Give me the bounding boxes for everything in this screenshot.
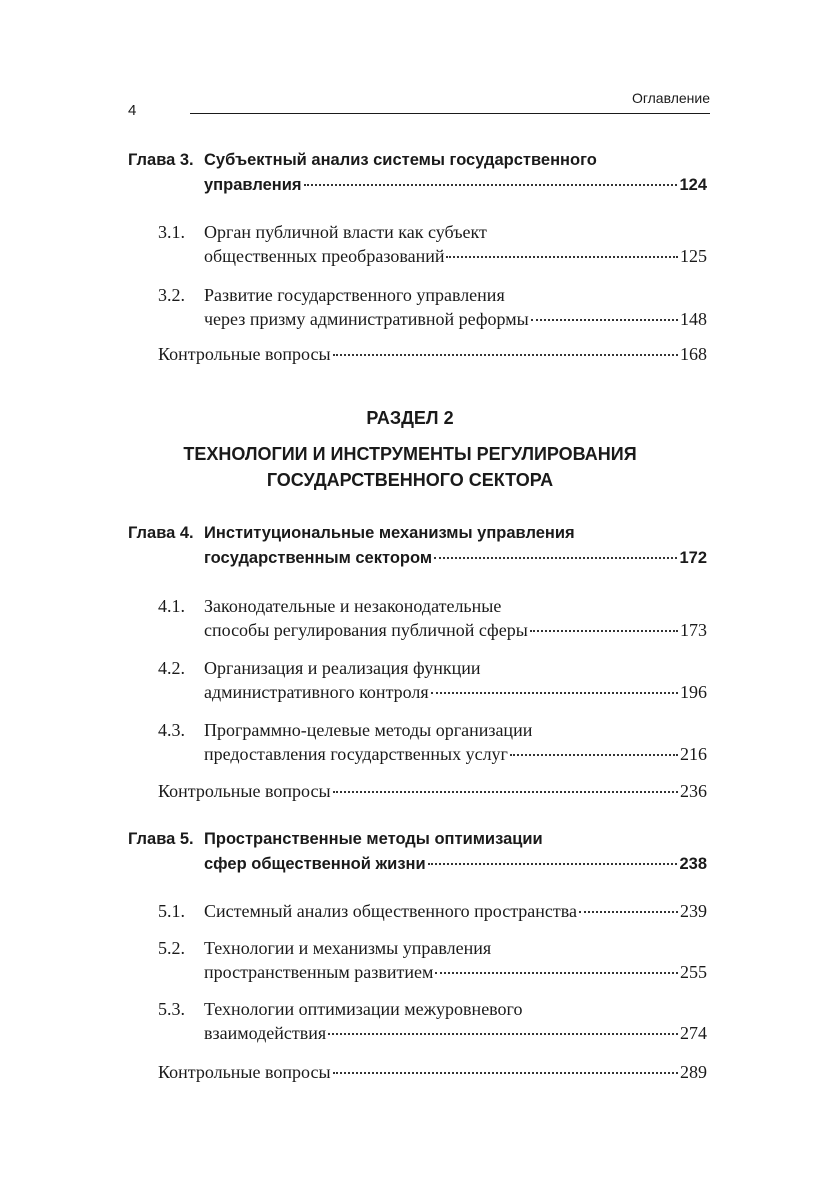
chapter-title-line: государственным сектором: [204, 549, 433, 567]
page-ref: 216: [680, 744, 707, 764]
dot-leader: [579, 911, 678, 913]
chapter-title-line: сфер общественной жизни: [204, 855, 426, 873]
page-ref: 168: [680, 344, 707, 364]
chapter-title-line: Субъектный анализ системы государственного: [204, 151, 597, 169]
section-leader-line: [204, 682, 707, 703]
section-number: 3.1.: [158, 222, 185, 242]
chapter-label: Глава 4.: [128, 524, 194, 542]
control-questions-entry[interactable]: [158, 1062, 707, 1083]
section-title-line: Программно-целевые методы организации: [204, 720, 533, 740]
section-title-line: предоставления государственных услуг: [204, 744, 508, 764]
part-label: РАЗДЕЛ 2: [366, 408, 454, 428]
section-number: 4.3.: [158, 720, 185, 740]
dot-leader: [304, 184, 678, 186]
section-title-line: Технологии и механизмы управления: [204, 938, 492, 958]
section-number: 4.1.: [158, 596, 185, 616]
chapter-label: Глава 5.: [128, 830, 194, 848]
running-head: Оглавление: [631, 90, 710, 106]
control-questions-entry[interactable]: [158, 781, 707, 802]
chapter-title-line: Институциональные механизмы управления: [204, 524, 575, 542]
page-ref: 239: [680, 901, 707, 921]
page-ref: 289: [680, 1062, 707, 1082]
section-leader-line: [204, 246, 707, 267]
chapter-title-line: управления: [204, 176, 302, 194]
dot-leader: [435, 972, 678, 974]
control-questions-entry[interactable]: [158, 344, 707, 365]
section-leader-line: [204, 901, 707, 922]
chapter-label: Глава 3.: [128, 151, 194, 169]
dot-leader: [446, 256, 678, 258]
chapter-title-leader-line: [204, 176, 707, 195]
page-ref: 236: [680, 781, 707, 801]
section-leader-line: [204, 1023, 707, 1044]
dot-leader: [510, 754, 678, 756]
dot-leader: [333, 354, 678, 356]
dot-leader: [431, 692, 678, 694]
page-ref: 274: [680, 1023, 707, 1043]
page-ref: 124: [679, 176, 707, 194]
header-rule: [190, 113, 710, 114]
section-title-line: Технологии оптимизации межуровневого: [204, 999, 523, 1019]
dot-leader: [530, 630, 678, 632]
chapter-title-line: Пространственные методы оптимизации: [204, 830, 543, 848]
section-leader-line: [204, 309, 707, 330]
section-title-line: Орган публичной власти как субъект: [204, 222, 487, 242]
page-ref: 172: [679, 549, 707, 567]
section-title-line: общественных преобразований: [204, 246, 445, 266]
part-title-line: ТЕХНОЛОГИИ И ИНСТРУМЕНТЫ РЕГУЛИРОВАНИЯ: [183, 444, 637, 464]
section-number: 3.2.: [158, 285, 185, 305]
dot-leader: [333, 1072, 678, 1074]
dot-leader: [428, 863, 678, 865]
chapter-title-leader-line: [204, 549, 707, 568]
part-title-line: ГОСУДАРСТВЕННОГО СЕКТОРА: [266, 470, 554, 490]
page-ref: 148: [680, 309, 707, 329]
page-number: 4: [128, 102, 137, 119]
dot-leader: [434, 557, 677, 559]
section-title-line: Развитие государственного управления: [204, 285, 505, 305]
section-title-line: административного контроля: [204, 682, 429, 702]
control-questions-label: Контрольные вопросы: [158, 781, 331, 801]
section-title-line: Законодательные и незаконодательные: [204, 596, 502, 616]
section-number: 4.2.: [158, 658, 185, 678]
dot-leader: [328, 1033, 678, 1035]
section-title-line: через призму административной реформы: [204, 309, 529, 329]
section-leader-line: [204, 962, 707, 983]
section-number: 5.2.: [158, 938, 185, 958]
control-questions-label: Контрольные вопросы: [158, 1062, 331, 1082]
page-ref: 173: [680, 620, 707, 640]
page-ref: 238: [679, 855, 707, 873]
section-title-line: взаимодействия: [204, 1023, 327, 1043]
section-number: 5.1.: [158, 901, 185, 921]
control-questions-label: Контрольные вопросы: [158, 344, 331, 364]
section-title-line: способы регулирования публичной сферы: [204, 620, 528, 640]
section-leader-line: [204, 620, 707, 641]
page-ref: 125: [680, 246, 707, 266]
chapter-title-leader-line: [204, 855, 707, 874]
dot-leader: [333, 791, 678, 793]
section-title-line: пространственным развитием: [204, 962, 434, 982]
section-title-line: Организация и реализация функции: [204, 658, 481, 678]
section-leader-line: [204, 744, 707, 765]
page-ref: 196: [680, 682, 707, 702]
section-number: 5.3.: [158, 999, 185, 1019]
page-ref: 255: [680, 962, 707, 982]
dot-leader: [531, 319, 678, 321]
section-title-line: Системный анализ общественного пространства: [204, 901, 578, 921]
